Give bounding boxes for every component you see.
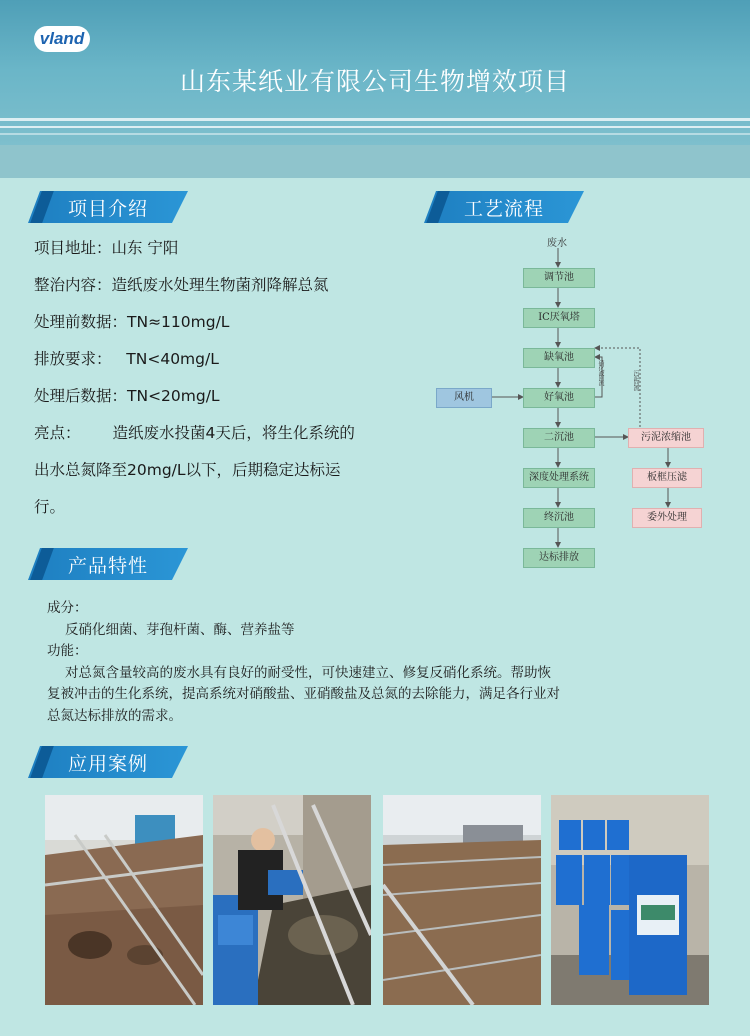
- case-photo-product-barrels[interactable]: [551, 795, 709, 1005]
- flow-step: 深度处理系统: [523, 468, 595, 488]
- product-features: [47, 598, 697, 727]
- sludge-thickener: 污泥浓缩池: [628, 428, 704, 448]
- flow-step: 缺氧池: [523, 348, 595, 368]
- section-header-features: [28, 548, 188, 580]
- highlight-text-2: 出水总氮降至20mg/L以下，后期稳定达标运: [34, 461, 341, 479]
- flow-step: IC厌氧塔: [523, 308, 595, 328]
- project-address: 项目地址：山东 宁阳: [34, 239, 179, 257]
- banner-stripe: [0, 126, 750, 128]
- project-content: 整治内容：造纸废水处理生物菌剂降解总氮: [34, 276, 329, 294]
- section-title: 产品特性: [68, 555, 149, 577]
- data-before: 处理前数据：TN≈110mg/L: [34, 313, 230, 331]
- photo-image: [383, 795, 541, 1005]
- process-flow-diagram: [430, 228, 730, 573]
- outsourced-disposal: 委外处理: [632, 508, 702, 528]
- case-photo-treatment-pool[interactable]: [383, 795, 541, 1005]
- flow-step: 二沉池: [523, 428, 595, 448]
- project-intro: [34, 230, 404, 415]
- data-after: 处理后数据：TN<20mg/L: [34, 387, 220, 405]
- photo-image: [213, 795, 371, 1005]
- discharge-requirement: 排放要求： TN<40mg/L: [34, 350, 219, 368]
- ingredients-label: 成分：: [47, 600, 88, 616]
- filter-press: 板框压滤: [632, 468, 702, 488]
- section-header-process: [424, 191, 584, 223]
- photo-image: [45, 795, 203, 1005]
- function-line-1: 对总氮含量较高的废水具有良好的耐受性，可快速建立、修复反硝化系统。帮助恢: [65, 664, 551, 681]
- function-line-2: 复被冲击的生化系统，提高系统对硝酸盐、亚硝酸盐及总氮的去除能力，满足各行业对: [47, 686, 560, 702]
- highlight-label: 亮点：: [34, 424, 81, 442]
- banner-stripe: [0, 133, 750, 135]
- flow-step: 终沉池: [523, 508, 595, 528]
- mixed-liquor-return-label: 硝化液回流: [597, 360, 604, 385]
- flow-step: 好氧池: [523, 388, 595, 408]
- function-label: 功能：: [47, 643, 88, 659]
- highlight-text: 造纸废水投菌4天后，将生化系统的: [112, 424, 355, 442]
- highlight-text-3: 行。: [34, 498, 66, 516]
- banner-stripe: [0, 118, 750, 121]
- section-title: 项目介绍: [68, 198, 149, 220]
- blower-box: 风机: [436, 388, 492, 408]
- sludge-return-label: 污泥回流: [632, 370, 639, 390]
- banner-lower-band: [0, 145, 750, 178]
- section-title: 工艺流程: [464, 198, 545, 220]
- header-banner: [0, 0, 750, 178]
- project-highlight: [34, 415, 404, 526]
- photo-image: [551, 795, 709, 1005]
- page-title: 山东某纸业有限公司生物增效项目: [179, 67, 570, 96]
- flow-step: 达标排放: [523, 548, 595, 568]
- ingredients-list: 反硝化细菌、芽孢杆菌、酶、营养盐等: [65, 621, 295, 638]
- case-photo-aeration-tank[interactable]: [45, 795, 203, 1005]
- section-title: 应用案例: [68, 753, 149, 775]
- section-header-intro: [28, 191, 188, 223]
- flow-source-label: 废水: [547, 238, 567, 249]
- function-line-3: 总氮达标排放的需求。: [47, 707, 182, 724]
- flow-step: 调节池: [523, 268, 595, 288]
- case-photo-dosing[interactable]: [213, 795, 371, 1005]
- brand-logo[interactable]: vland: [34, 26, 90, 52]
- section-header-cases: [28, 746, 188, 778]
